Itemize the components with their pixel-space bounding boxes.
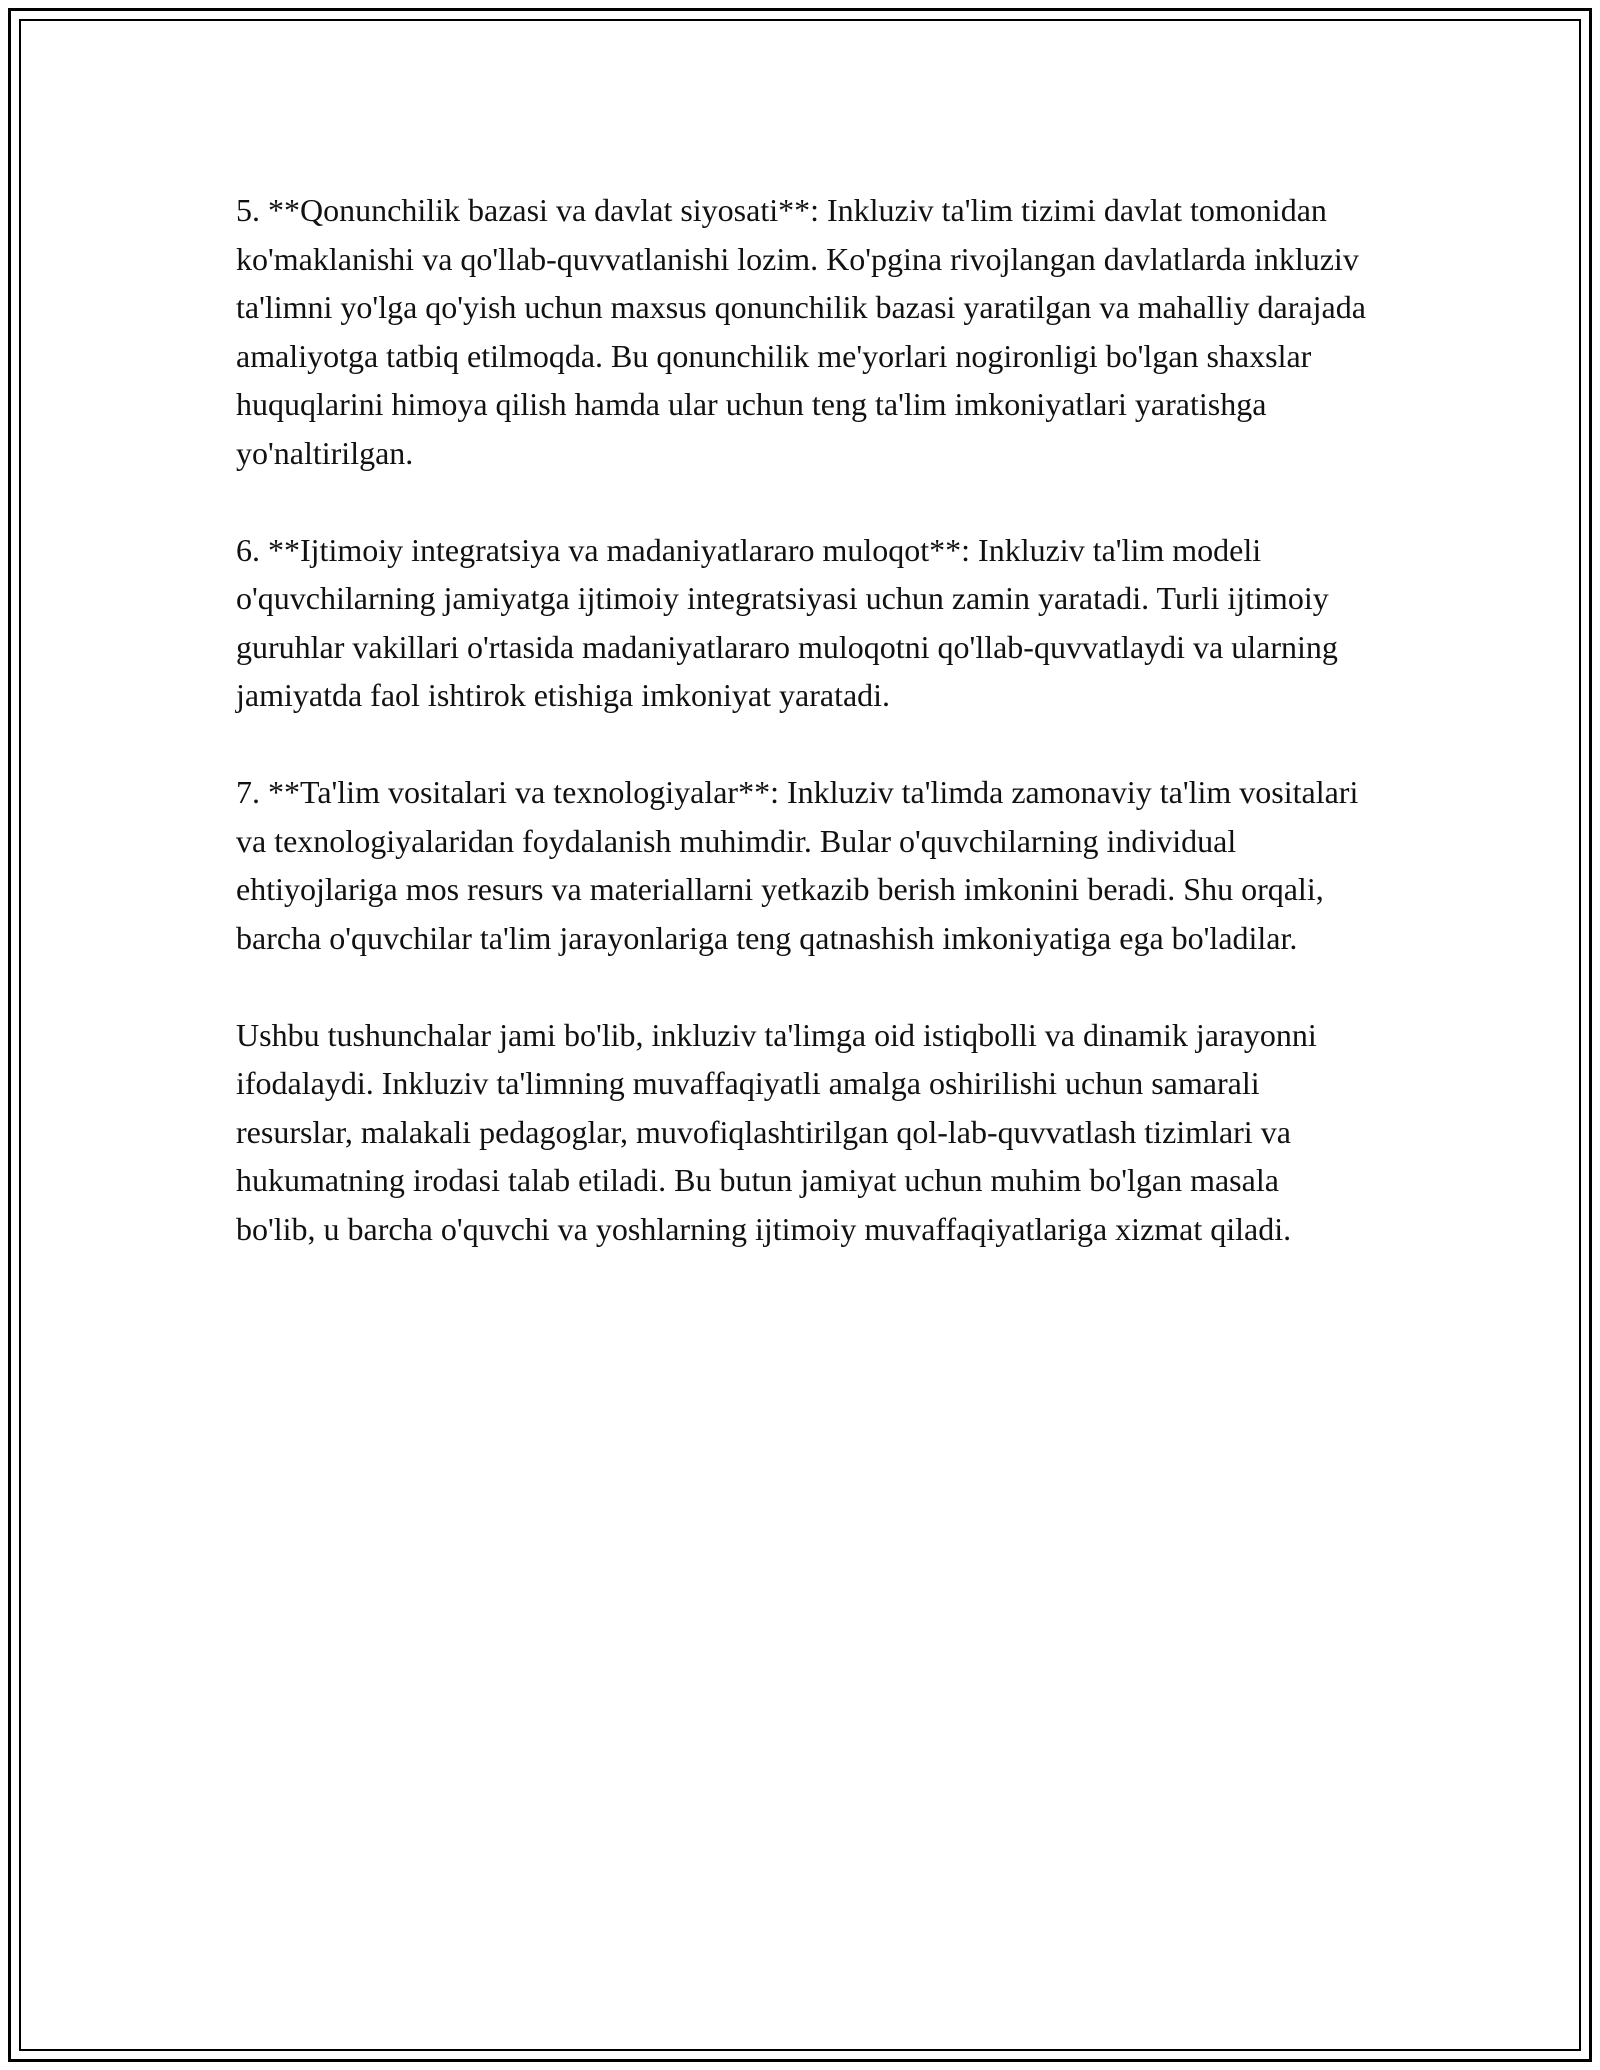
document-body xyxy=(236,186,1366,1302)
paragraph-education-tools: 7. **Ta'lim vositalari va texnologiyalar**: Inkluziv ta'limda zamonaviy ta'lim vositalari va texnologiyalaridan foydalanish muhimdir. Bular o'quvchilarning individual ehtiyojlariga mos resurs va materiallarni yetkazib berish imkonini beradi. Shu orqali, barcha o'quvchilar ta'lim jarayonlariga teng qatnashish imkoniyatiga ega bo'ladilar. xyxy=(236,774,1359,956)
paragraph-conclusion: Ushbu tushunchalar jami bo'lib, inkluziv ta'limga oid istiqbolli va dinamik jarayonni ifodalaydi. Inkluziv ta'limning muvaffaqiyatli amalga oshirilishi uchun samarali resurslar, malakali pedagoglar, muvofiqlashtirilgan qol-lab-quvvatlash tizimlari va hukumatning irodasi talab etiladi. Bu butun jamiyat uchun muhim bo'lgan masala bo'lib, u barcha o'quvchi va yoshlarning ijtimoiy muvaffaqiyatlariga xizmat qiladi. xyxy=(236,1016,1317,1247)
paragraph-legislation: 5. **Qonunchilik bazasi va davlat siyosati**: Inkluziv ta'lim tizimi davlat tomonidan ko'maklanishi va qo'llab-quvvatlanishi lozim. Ko'pgina rivojlangan davlatlarda inkluziv ta'limni yo'lga qo'yish uchun maxsus qonunchilik bazasi yaratilgan va mahalliy darajada amaliyotga tatbiq etilmoqda. Bu qonunchilik me'yorlari nogironligi bo'lgan shaxslar huquqlarini himoya qilish hamda ular uchun teng ta'lim imkoniyatlari yaratishga yo'naltirilgan. xyxy=(236,192,1366,471)
paragraph-social-integration: 6. **Ijtimoiy integratsiya va madaniyatlararo muloqot**: Inkluziv ta'lim modeli o'quvchilarning jamiyatga ijtimoiy integratsiyasi uchun zamin yaratadi. Turli ijtimoiy guruhlar vakillari o'rtasida madaniyatlararo muloqotni qo'llab-quvvatlaydi va ularning jamiyatda faol ishtirok etishiga imkoniyat yaratadi. xyxy=(236,531,1338,713)
